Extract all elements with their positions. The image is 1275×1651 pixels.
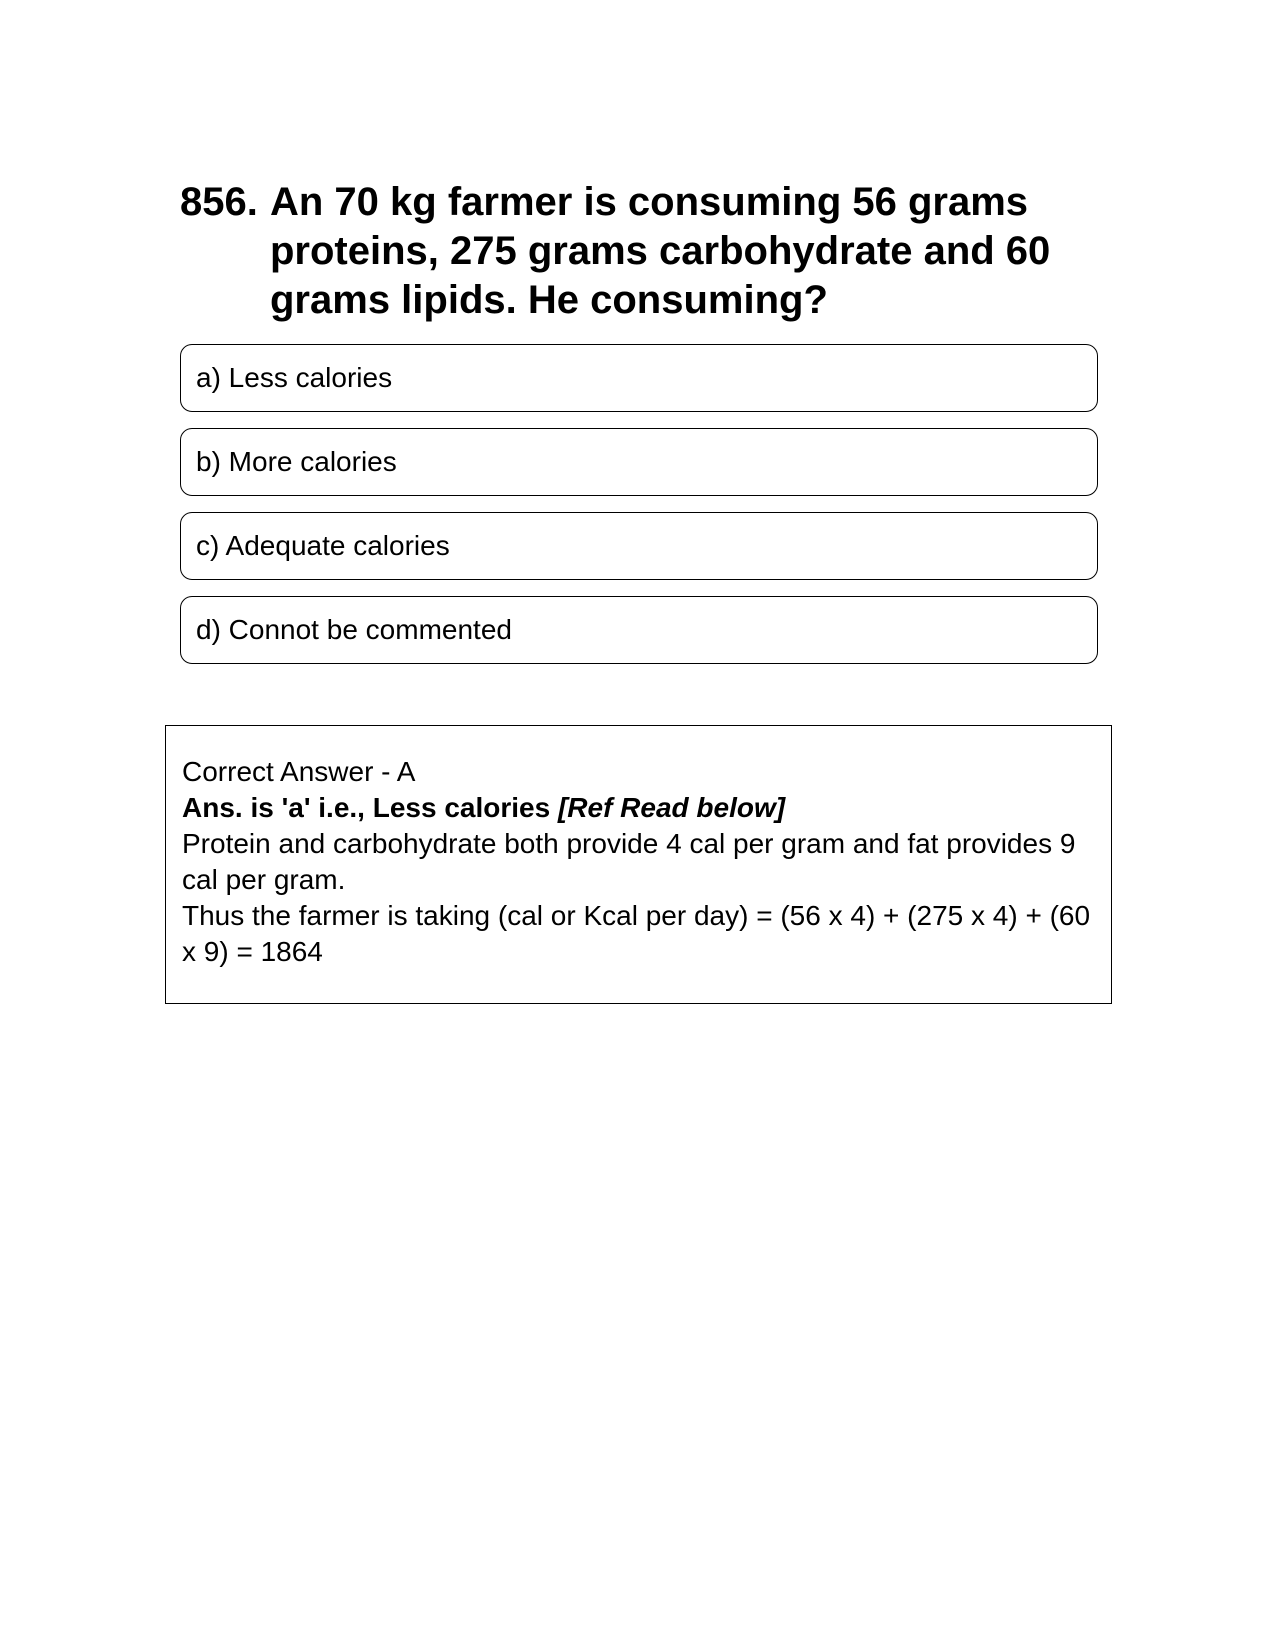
option-d-label: d) Connot be commented [196, 614, 512, 645]
option-c-label: c) Adequate calories [196, 530, 450, 561]
question-number: 856. [180, 180, 258, 224]
option-a[interactable] [180, 344, 1098, 412]
option-b[interactable] [180, 428, 1098, 496]
answer-summary-text: Ans. is 'a' i.e., Less calories [182, 792, 558, 823]
question-text: An 70 kg farmer is consuming 56 grams proteins, 275 grams carbohydrate and 60 grams lipids. He consuming? [270, 180, 1051, 322]
option-a-label: a) Less calories [196, 362, 393, 393]
option-c[interactable] [180, 512, 1098, 580]
explanation-line-1: Protein and carbohydrate both provide 4 cal per gram and fat provides 9 cal per gram. [182, 828, 1076, 895]
answer-reference: [Ref Read below] [557, 792, 786, 823]
option-b-label: b) More calories [196, 446, 397, 477]
correct-answer: Correct Answer - A [182, 756, 416, 787]
option-d[interactable] [180, 596, 1098, 664]
question [180, 178, 1110, 325]
answer-box [165, 725, 1112, 1004]
options-list [180, 344, 1098, 680]
answer-summary [182, 790, 1095, 826]
explanation-line-2: Thus the farmer is taking (cal or Kcal per day) = (56 x 4) + (275 x 4) + (60 x 9) = 1864 [182, 900, 1091, 967]
